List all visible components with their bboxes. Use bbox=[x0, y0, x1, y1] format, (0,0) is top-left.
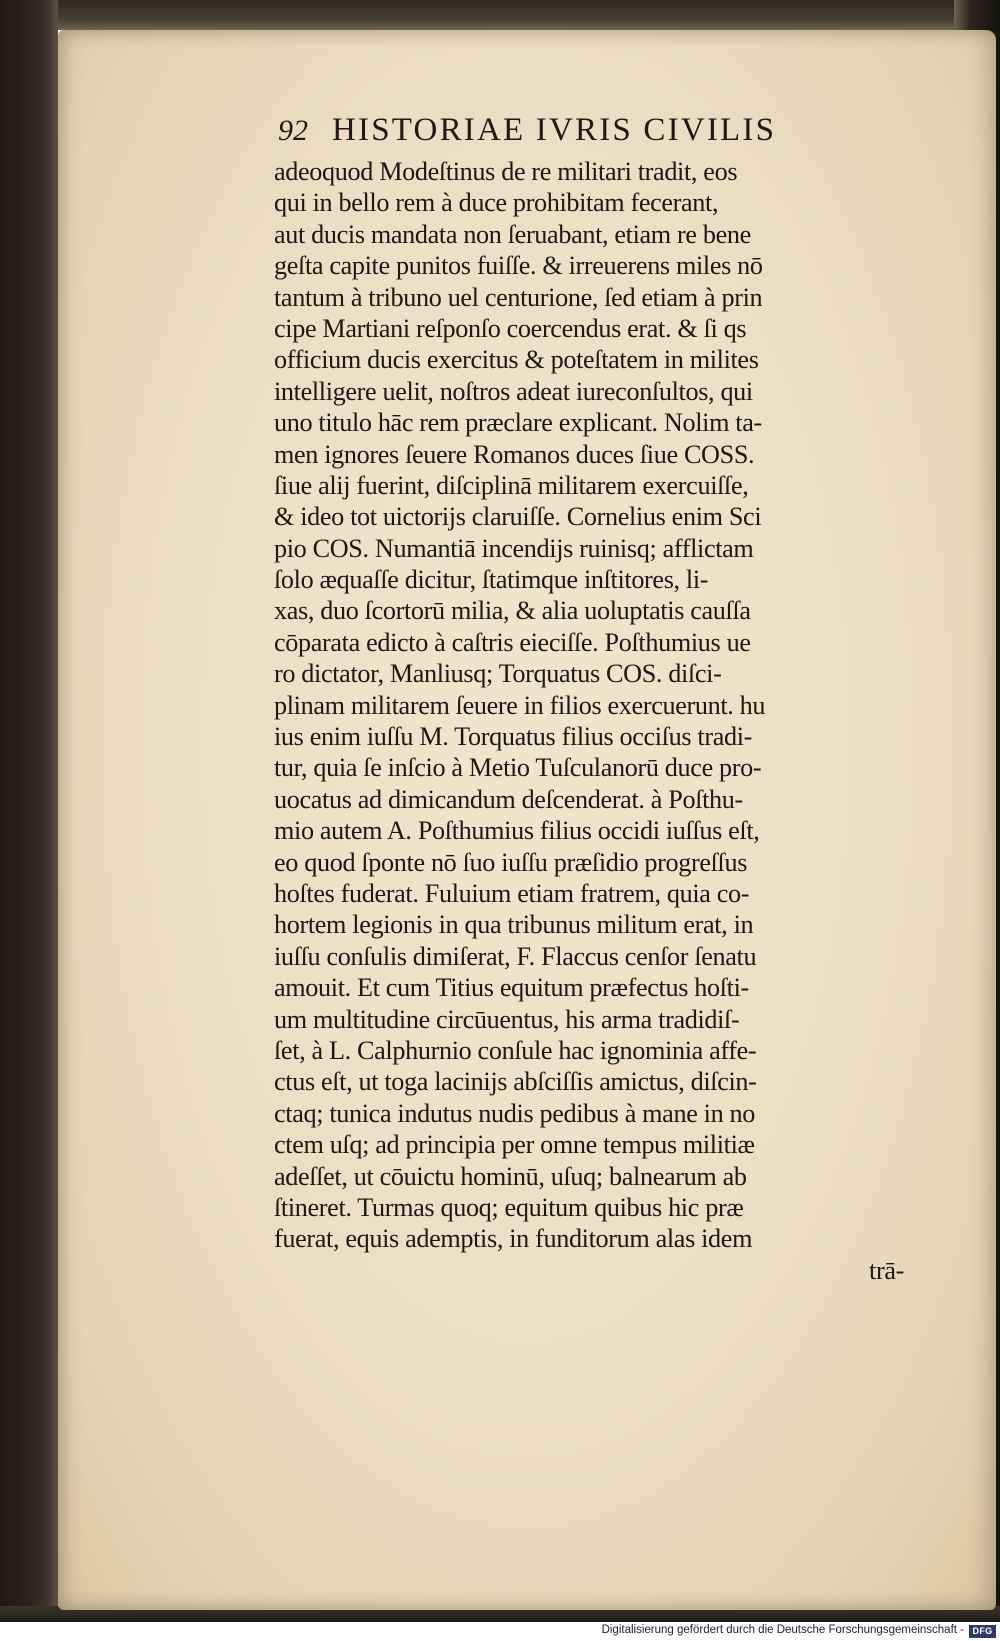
funding-credit: Digitalisierung gefördert durch die Deutsche Forschungsgemeinschaft - bbox=[601, 1624, 964, 1636]
text-line: uno titulo hāc rem præclare explicant. Nolim ta- bbox=[274, 408, 762, 438]
text-line: mio autem A. Poſthumius filius occidi iuſſus eſt, bbox=[274, 816, 760, 846]
text-line: ctaq; tunica indutus nudis pedibus à mane in no bbox=[274, 1098, 756, 1128]
page-number: 92 bbox=[278, 114, 308, 147]
text-line: ro dictator, Manliusq; Torquatus COS. diſci- bbox=[274, 659, 722, 689]
book-binding-edge bbox=[0, 0, 58, 1641]
text-line: plinam militarem ſeuere in filios exercuerunt. hu bbox=[274, 690, 766, 720]
text-line: pio COS. Numantiā incendijs ruinisq; afflictam bbox=[274, 533, 754, 563]
text-line: tur, quia ſe inſcio à Metio Tuſculanorū duce pro- bbox=[274, 753, 762, 783]
text-line: ius enim iuſſu M. Torquatus filius occiſus tradi- bbox=[274, 722, 753, 752]
text-line: ctem uſq; ad principia per omne tempus militiæ bbox=[274, 1130, 755, 1160]
text-line: eo quod ſponte nō ſuo iuſſu præſidio progreſſus bbox=[274, 847, 748, 877]
running-title: HISTORIAE IVRIS CIVILIS bbox=[332, 112, 777, 148]
text-line: ſiue alij fuerint, diſciplinā militarem exercuiſſe, bbox=[274, 470, 749, 500]
text-line: tantum à tribuno uel centurione, ſed etiam à prin bbox=[274, 282, 763, 312]
text-line: aut ducis mandata non ſeruabant, etiam re bene bbox=[274, 219, 751, 249]
text-line: officium ducis exercitus & poteſtatem in milites bbox=[274, 345, 759, 375]
text-line: hoſtes fuderat. Fuluium etiam fratrem, quia co- bbox=[274, 878, 750, 908]
text-line: ſtineret. Turmas quoq; equitum quibus hic præ bbox=[274, 1192, 744, 1222]
text-line: men ignores ſeuere Romanos duces ſiue COSS. bbox=[274, 439, 755, 469]
text-line: adeſſet, ut cōuictu hominū, uſuq; balnearum ab bbox=[274, 1161, 747, 1191]
text-line: cipe Martiani reſponſo coercendus erat. & ſi qs bbox=[274, 313, 747, 343]
text-line: um multitudine circūuentus, his arma tradidiſ- bbox=[274, 1004, 740, 1034]
text-line: adeoquod Modeſtinus de re militari tradit, eos bbox=[274, 157, 738, 186]
page-header bbox=[278, 112, 908, 158]
text-line: & ideo tot uictorijs claruiſſe. Cornelius enim Sci bbox=[274, 502, 762, 532]
text-line: ſolo æquaſſe dicitur, ſtatimque inſtitores, li- bbox=[274, 565, 709, 595]
text-line: ſet, à L. Calphurnio conſule hac ignominia affe- bbox=[274, 1035, 757, 1065]
text-line: amouit. Et cum Titius equitum præfectus hoſti- bbox=[274, 973, 749, 1003]
text-line: intelligere uelit, noſtros adeat iureconſultos, qui bbox=[274, 376, 753, 406]
book-top-edge bbox=[0, 0, 1000, 30]
text-line: hortem legionis in qua tribunus militum erat, in bbox=[274, 910, 754, 940]
text-line: cōparata edicto à caſtris eieciſſe. Poſthumius ue bbox=[274, 627, 751, 657]
dfg-logo-icon: DFG bbox=[969, 1625, 996, 1638]
body-text bbox=[274, 156, 914, 1286]
text-line: fuerat, equis ademptis, in funditorum alas idem bbox=[274, 1224, 753, 1254]
text-line: geſta capite punitos fuiſſe. & irreuerens miles nō bbox=[274, 251, 763, 281]
catchword: trā- bbox=[869, 1255, 904, 1285]
text-line: uocatus ad dimicandum deſcenderat. à Poſthu- bbox=[274, 784, 743, 814]
text-line: ctus eſt, ut toga lacinijs abſciſſis amictus, diſcin- bbox=[274, 1067, 757, 1097]
text-line: xas, duo ſcortorū milia, & alia uoluptatis cauſſa bbox=[274, 596, 751, 626]
text-line: iuſſu conſulis dimiſerat, F. Flaccus cenſor ſenatu bbox=[274, 941, 757, 971]
text-line: qui in bello rem à duce prohibitam fecerant, bbox=[274, 188, 719, 218]
